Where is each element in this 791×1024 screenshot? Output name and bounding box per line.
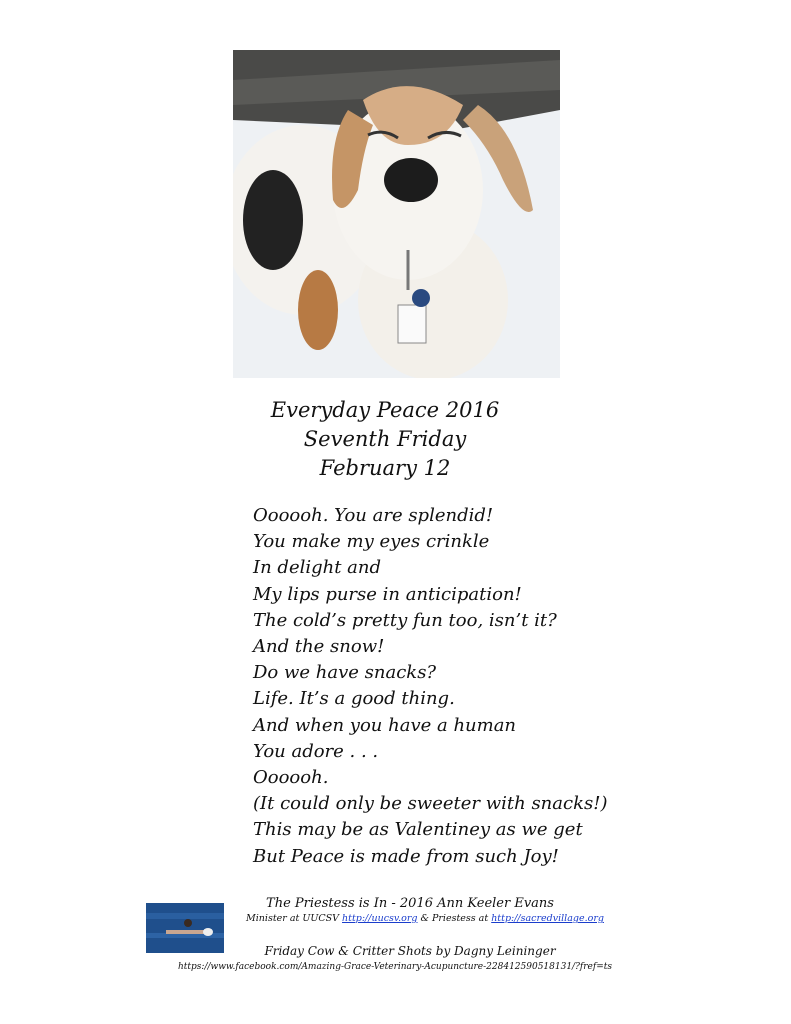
title-line-1: Everyday Peace 2016 <box>270 398 500 422</box>
priestess-text: & Priestess at <box>417 913 492 924</box>
photo-credit: Friday Cow & Critter Shots by Dagny Leininger <box>264 944 556 958</box>
poem-line: Oooooh. You are splendid! <box>253 505 494 526</box>
poem-line: You make my eyes crinkle <box>253 531 490 553</box>
poem-line: In delight and <box>253 557 382 579</box>
poem-line: And when you have a human <box>253 714 517 736</box>
facebook-url: https://www.facebook.com/Amazing-Grace-Veterinary-Acupuncture-228412590518131/?fref=ts <box>178 962 612 972</box>
poem-line: Life. It’s a good thing. <box>253 688 455 710</box>
minister-text: Minister at UUCSV <box>246 913 343 924</box>
poem-line: This may be as Valentiney as we get <box>253 819 583 841</box>
poem-line: You adore . . . <box>253 740 379 762</box>
poem-line: My lips purse in anticipation! <box>253 583 522 605</box>
title-line-2: Seventh Friday <box>303 427 467 451</box>
poem <box>253 503 608 870</box>
poem-line: Oooooh. <box>253 767 329 789</box>
poem-line: The cold’s pretty fun too, isn’t it? <box>253 609 557 631</box>
affiliation-line <box>215 913 635 924</box>
sacredvillage-link[interactable]: http://sacredvillage.org <box>491 913 604 924</box>
dog-photo <box>233 50 560 378</box>
poem-line: Do we have snacks? <box>253 662 437 684</box>
document-title <box>200 396 570 483</box>
uucsv-link[interactable]: http://uucsv.org <box>342 913 418 924</box>
poem-line: And the snow! <box>253 636 385 658</box>
poem-line: (It could only be sweeter with snacks!) <box>253 793 608 815</box>
title-line-3: February 12 <box>319 456 451 480</box>
author-line: The Priestess is In - 2016 Ann Keeler Evans <box>266 896 554 911</box>
poem-line: But Peace is made from such Joy! <box>253 845 559 867</box>
